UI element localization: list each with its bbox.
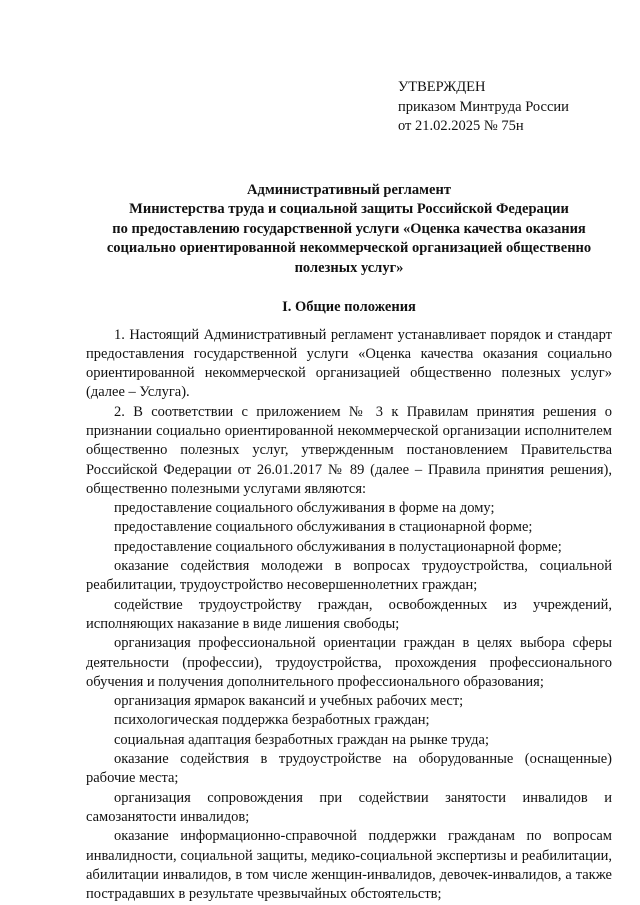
approval-line-2: приказом Минтруда России (398, 98, 569, 115)
approval-stamp (398, 78, 612, 137)
paragraph: 2. В соответствии с приложением № 3 к Правилам принятия решения о признании социально ориентированной некоммерческой организации исполнителем общественно полезных услуг, утвержденным постановлением Правительства Российской Федерации от 26.01.2017 № 89 (далее – Правила принятия решения), общественно полезными услугами являются: (86, 403, 612, 497)
title-line-2: Министерства труда и социальной защиты Российской Федерации (129, 201, 569, 217)
list-item: предоставление социального обслуживания в форме на дому; (114, 500, 495, 517)
list-item: оказание содействия в трудоустройстве на оборудованные (оснащенные) рабочие места; (86, 751, 612, 787)
document-body (86, 326, 612, 905)
title-line-1: Административный регламент (247, 181, 451, 198)
list-item: социальная адаптация безработных граждан на рынке труда; (114, 731, 489, 748)
list-item: оказание содействия молодежи в вопросах трудоустройства, социальной реабилитации, трудоустройство несовершеннолетних граждан; (86, 558, 612, 594)
list-item: организация ярмарок вакансий и учебных рабочих мест; (114, 693, 464, 710)
section-heading: I. Общие положения (282, 299, 416, 315)
approval-line-1: УТВЕРЖДЕН (398, 79, 486, 95)
list-item: содействие трудоустройству граждан, освобожденных из учреждений, исполняющих наказание в виде лишения свободы; (86, 596, 612, 632)
title-line-5: полезных услуг» (294, 259, 404, 276)
list-item: организация профессиональной ориентации граждан в целях выбора сферы деятельности (профессии), трудоустройства, прохождения профессионального обучения и получения дополнительного профессионального образования; (86, 635, 612, 690)
title-line-3: по предоставлению государственной услуги «Оценка качества оказания (112, 220, 586, 237)
approval-line-3: от 21.02.2025 № 75н (398, 118, 524, 134)
list-item: предоставление социального обслуживания в полустационарной форме; (114, 538, 562, 555)
list-item: психологическая поддержка безработных граждан; (114, 712, 430, 729)
list-item: оказание информационно-справочной поддержки гражданам по вопросам инвалидности, социальной защиты, медико-социальной экспертизы и реабилитации, абилитации инвалидов, в том числе женщин-инвалидов, девочек-инвалидов, а также пострадавших в результате чрезвычайных обстоятельств; (86, 828, 612, 903)
document-title (86, 181, 612, 279)
list-item: организация сопровождения при содействии занятости инвалидов и самозанятости инвалидов; (86, 789, 612, 825)
list-item: предоставление социального обслуживания в стационарной форме; (114, 519, 533, 536)
paragraph: 1. Настоящий Административный регламент устанавливает порядок и стандарт предоставления государственной услуги «Оценка качества оказания социально ориентированной некоммерческой организацией общественно полезных услуг» (далее – Услуга). (86, 326, 612, 401)
title-line-4: социально ориентированной некоммерческой организацией общественно (106, 240, 592, 256)
